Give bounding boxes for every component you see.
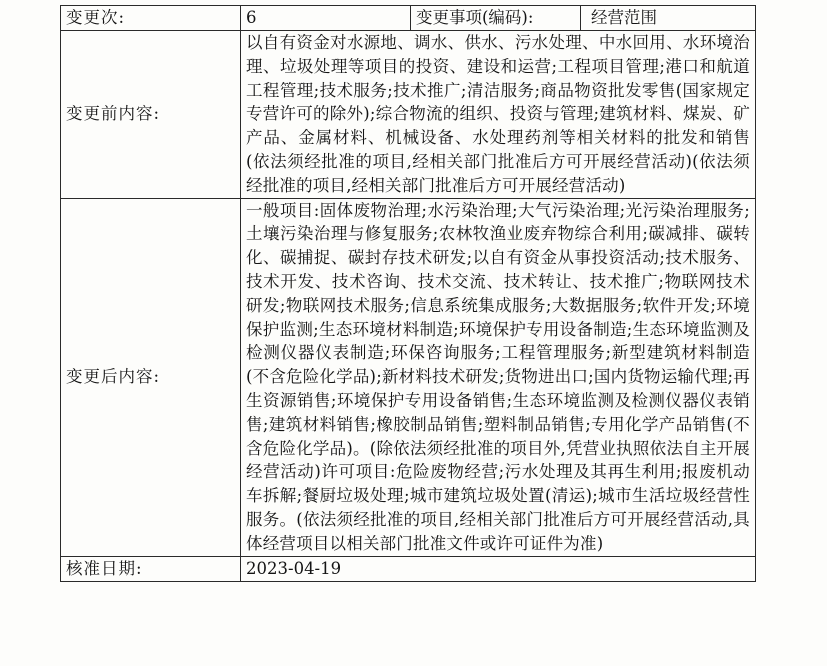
- change-number-label: 变更次:: [61, 6, 241, 31]
- approval-date-row: [61, 556, 756, 581]
- business-scope-change-table: [60, 5, 756, 582]
- before-content-label: 变更前内容:: [61, 31, 241, 199]
- before-content-text: 以自有资金对水源地、调水、供水、污水处理、中水回用、水环境治理、垃圾处理等项目的投资、建设和运营;工程项目管理;港口和航道工程管理;技术服务;技术推广;清洁服务;商品物资批发零售(国家规定专营许可的除外);综合物流的组织、投资与管理;建筑材料、煤炭、矿产品、金属材料、机械设备、水处理药剂等相关材料的批发和销售(依法须经批准的项目,经相关部门批准后方可开展经营活动)(依法须经批准的项目,经相关部门批准后方可开展经营活动): [241, 31, 756, 199]
- after-content-text: 一般项目:固体废物治理;水污染治理;大气污染治理;光污染治理服务;土壤污染治理与修复服务;农林牧渔业废弃物综合利用;碳减排、碳转化、碳捕捉、碳封存技术研发;以自有资金从事投资活动;技术服务、技术开发、技术咨询、技术交流、技术转让、技术推广;物联网技术研发;物联网技术服务;信息系统集成服务;大数据服务;软件开发;环境保护监测;生态环境材料制造;环境保护专用设备制造;生态环境监测及检测仪器仪表制造;环保咨询服务;工程管理服务;新型建筑材料制造(不含危险化学品);新材料技术研发;货物进出口;国内货物运输代理;再生资源销售;环境保护专用设备销售;生态环境监测及检测仪器仪表销售;建筑材料销售;橡胶制品销售;塑料制品销售;专用化学产品销售(不含危险化学品)。(除依法须经批准的项目外,凭营业执照依法自主开展经营活动)许可项目:危险废物经营;污水处理及其再生利用;报废机动车拆解;餐厨垃圾处理;城市建筑垃圾处置(清运);城市生活垃圾经营性服务。(依法须经批准的项目,经相关部门批准后方可开展经营活动,具体经营项目以相关部门批准文件或许可证件为准): [241, 198, 756, 556]
- change-number-row: [61, 6, 756, 31]
- after-content-row: [61, 198, 756, 556]
- change-item-value: 经营范围: [581, 6, 756, 31]
- change-item-label: 变更事项(编码):: [411, 6, 581, 31]
- before-content-row: [61, 31, 756, 199]
- after-content-label: 变更后内容:: [61, 198, 241, 556]
- approval-date-label: 核准日期:: [61, 556, 241, 581]
- approval-date-value: 2023-04-19: [241, 556, 756, 581]
- change-number-value: 6: [241, 6, 411, 31]
